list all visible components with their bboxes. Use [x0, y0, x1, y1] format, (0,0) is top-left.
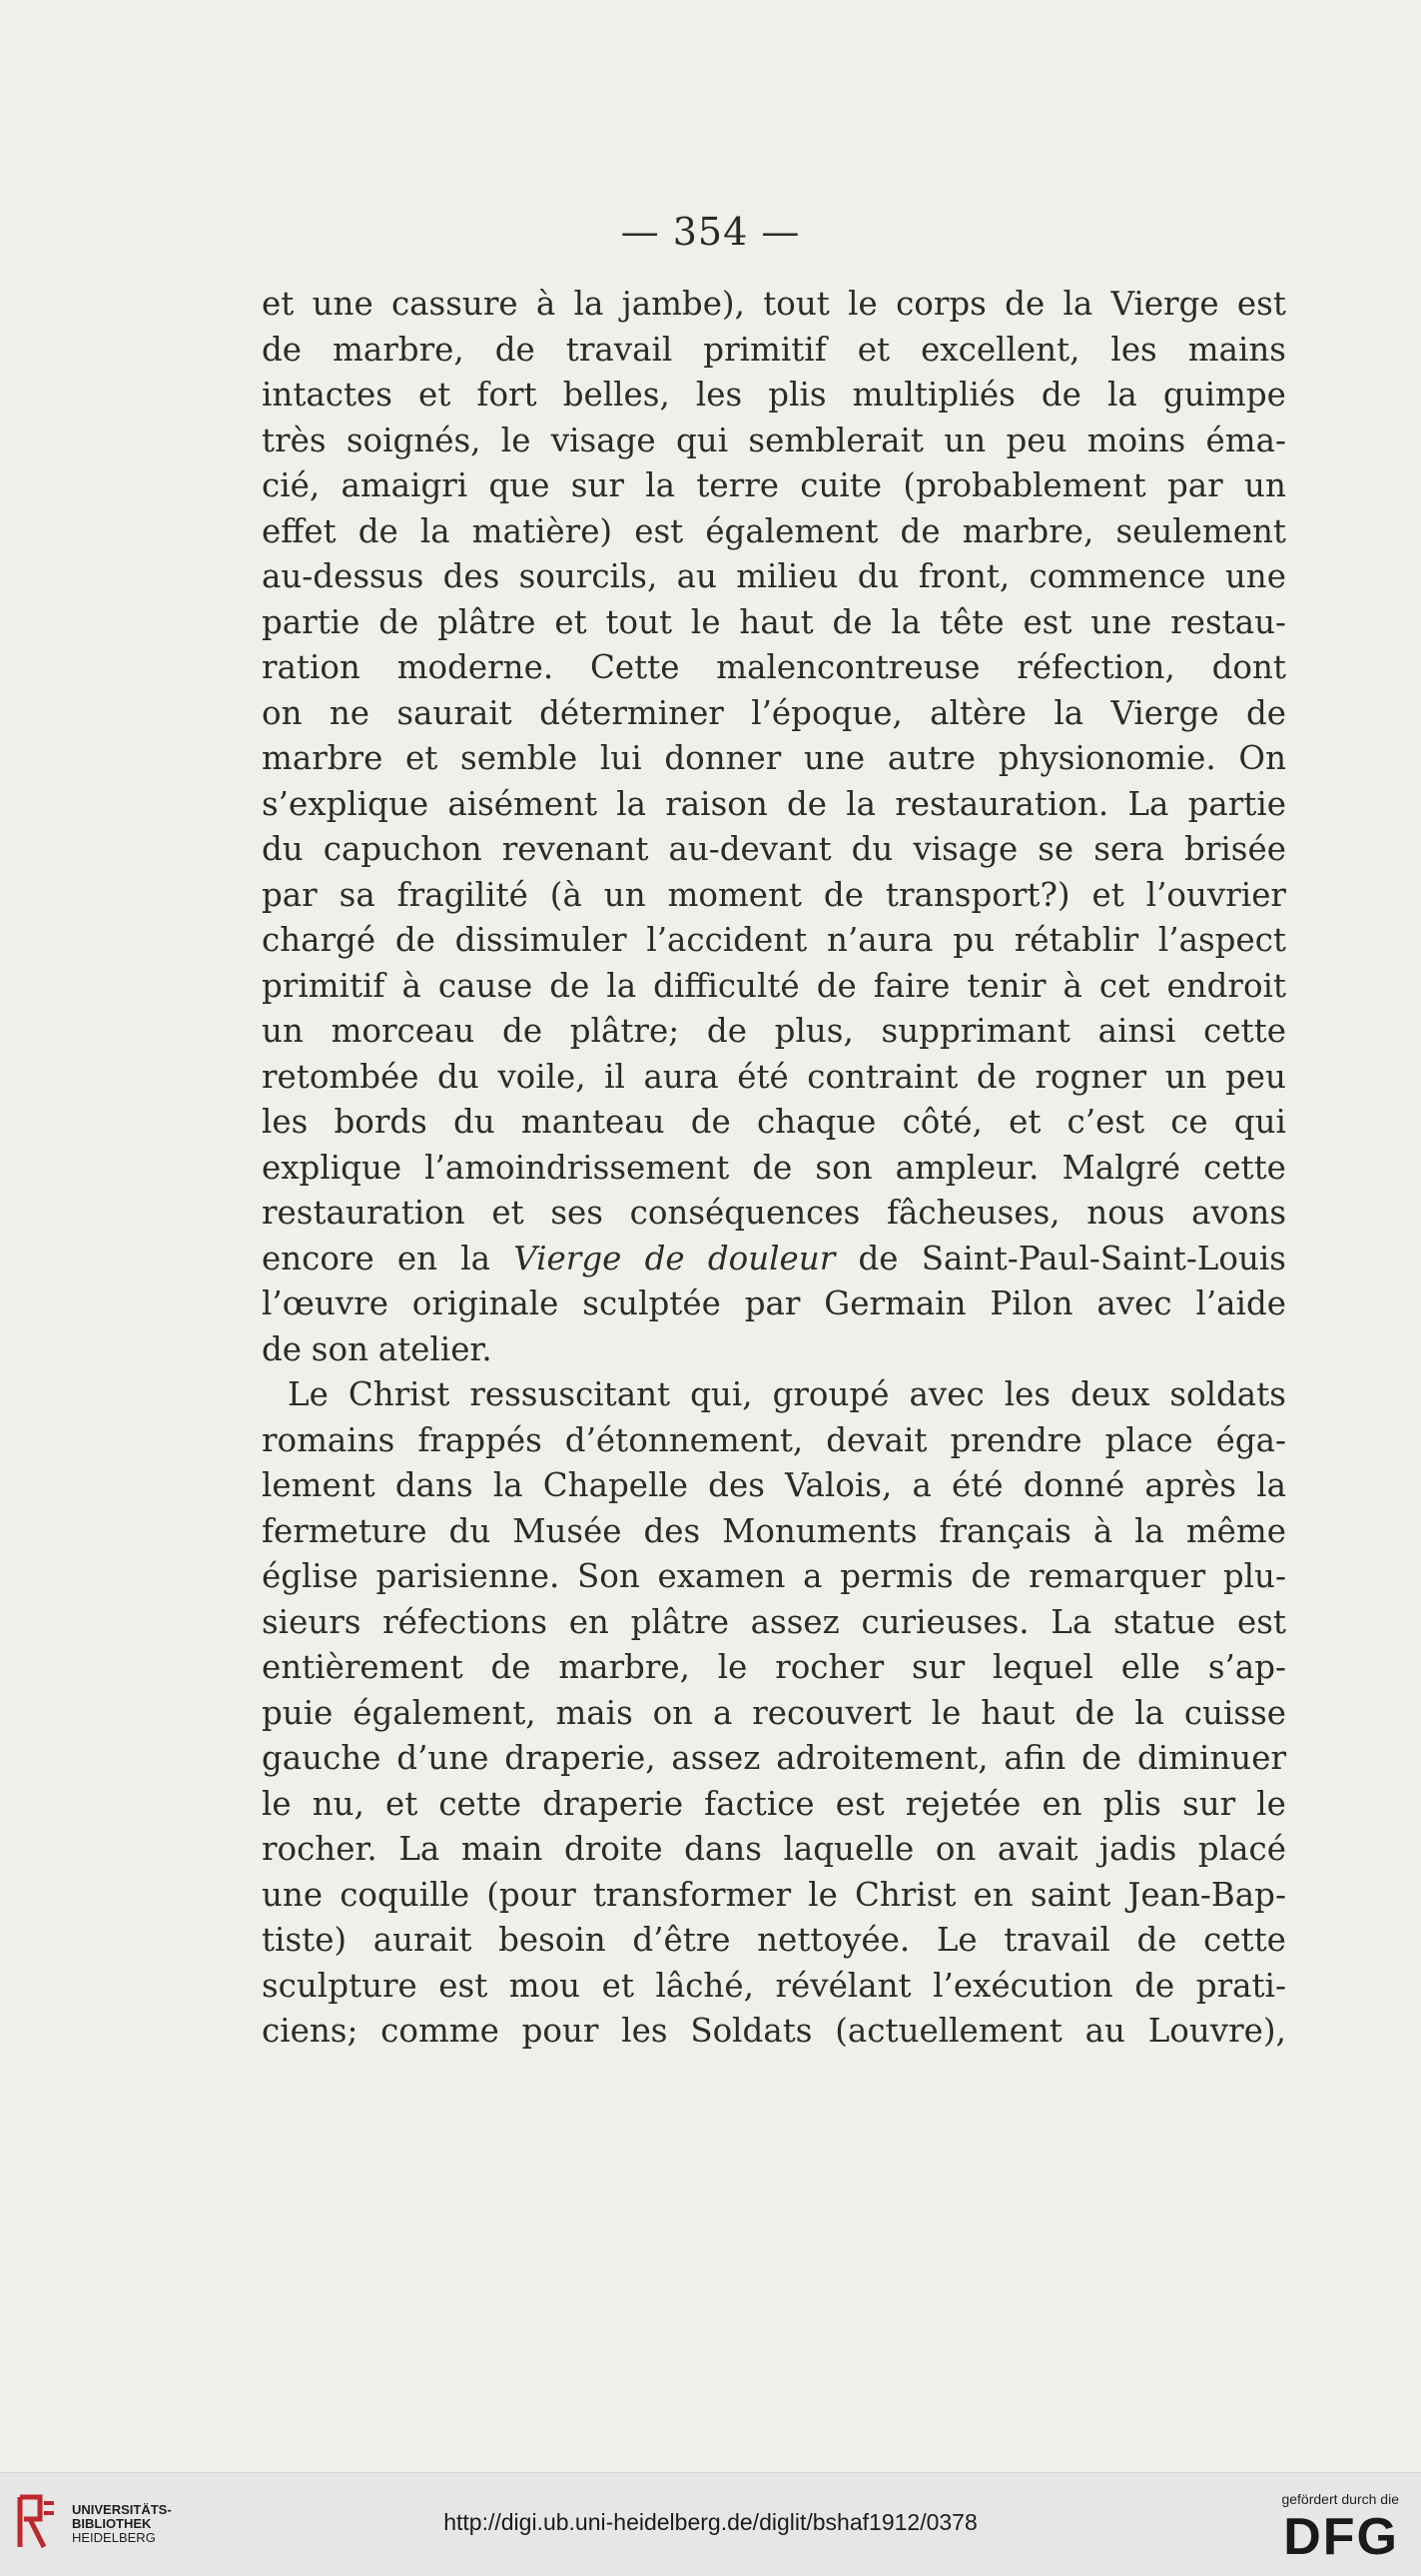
text-line: marbre et semble lui donner une autre physionomie. On	[262, 739, 1286, 777]
text-line: de son atelier.	[262, 1329, 492, 1368]
text-line: primitif à cause de la difficulté de faire tenir à cet endroit	[262, 966, 1286, 1005]
text-line: explique l’amoindrissement de son ampleur. Malgré cette	[262, 1148, 1286, 1187]
text-line: effet de la matière) est également de marbre, seulement	[262, 511, 1286, 550]
text-line: encore en la Vierge de douleur de Saint-Paul-Saint-Louis	[262, 1239, 1286, 1278]
text-line: ration moderne. Cette malencontreuse réfection, dont	[262, 648, 1286, 686]
text-line: Le Christ ressuscitant qui, groupé avec les deux soldats	[288, 1375, 1286, 1413]
text-line: on ne saurait déterminer l’époque, altère la Vierge de	[262, 693, 1286, 732]
text-line: romains frappés d’étonnement, devait prendre place éga-	[262, 1420, 1286, 1459]
text-line: partie de plâtre et tout le haut de la tête est une restau-	[262, 602, 1286, 641]
text-line: tiste) aurait besoin d’être nettoyée. Le travail de cette	[262, 1921, 1286, 1959]
logo-line-2: BIBLIOTHEK	[72, 2516, 152, 2531]
text-line: sculpture est mou et lâché, révélant l’exécution de prati-	[262, 1966, 1286, 2005]
text-line: gauche d’une draperie, assez adroitement, afin de diminuer	[262, 1739, 1286, 1777]
text-line: s’explique aisément la raison de la restauration. La partie	[262, 784, 1286, 823]
text-line: cié, amaigri que sur la terre cuite (probablement par un	[262, 466, 1286, 504]
text-line: église parisienne. Son examen a permis de remarquer plu-	[262, 1557, 1286, 1595]
permalink-url[interactable]: http://digi.ub.uni-heidelberg.de/diglit/bshaf1912/0378	[443, 2509, 978, 2535]
text-line: l’œuvre originale sculptée par Germain Pilon avec l’aide	[262, 1285, 1286, 1322]
text-line: entièrement de marbre, le rocher sur lequel elle s’ap-	[262, 1648, 1286, 1686]
text-line: fermeture du Musée des Monuments français à la même	[262, 1511, 1286, 1550]
text-line: rocher. La main droite dans laquelle on avait jadis placé	[262, 1830, 1286, 1868]
logo-line-3: HEIDELBERG	[72, 2530, 156, 2545]
text-line: intactes et fort belles, les plis multipliés de la guimpe	[262, 376, 1286, 414]
text-line: retombée du voile, il aura été contraint de rogner un peu	[262, 1057, 1286, 1096]
text-line: de marbre, de travail primitif et excellent, les mains	[262, 330, 1286, 369]
text-line: le nu, et cette draperie factice est rejetée en plis sur le	[262, 1784, 1286, 1823]
text-line: chargé de dissimuler l’accident n’aura pu rétablir l’aspect	[262, 921, 1286, 959]
text-line: lement dans la Chapelle des Valois, a été donné après la	[262, 1466, 1286, 1504]
body-text	[262, 282, 1286, 2055]
dfg-logo: DFG	[1283, 2508, 1399, 2566]
text-line: du capuchon revenant au-devant du visage se sera brisée	[262, 830, 1286, 868]
text-line: au-dessus des sourcils, au milieu du front, commence une	[262, 557, 1286, 595]
text-line: sieurs réfections en plâtre assez curieuses. La statue est	[262, 1602, 1286, 1641]
logo-line-1: UNIVERSITÄTS-	[72, 2502, 172, 2517]
text-line: et une cassure à la jambe), tout le corps de la Vierge est	[262, 285, 1286, 323]
text-line: très soignés, le visage qui semblerait un peu moins éma-	[262, 421, 1286, 459]
page-number: — 354 —	[620, 210, 801, 254]
funded-by-label: gefördert durch die	[1281, 2491, 1399, 2507]
footer-bar	[0, 2472, 1421, 2576]
text-line: les bords du manteau de chaque côté, et c’est ce qui	[262, 1103, 1286, 1141]
text-line: restauration et ses conséquences fâcheuses, nous avons	[262, 1194, 1286, 1232]
text-line: par sa fragilité (à un moment de transport?) et l’ouvrier	[262, 875, 1286, 914]
text-line: une coquille (pour transformer le Christ en saint Jean-Bap-	[262, 1875, 1286, 1914]
text-line: puie également, mais on a recouvert le haut de la cuisse	[262, 1693, 1286, 1732]
text-line: un morceau de plâtre; de plus, supprimant ainsi cette	[262, 1012, 1286, 1050]
text-line: ciens; comme pour les Soldats (actuellement au Louvre),	[262, 2012, 1286, 2050]
